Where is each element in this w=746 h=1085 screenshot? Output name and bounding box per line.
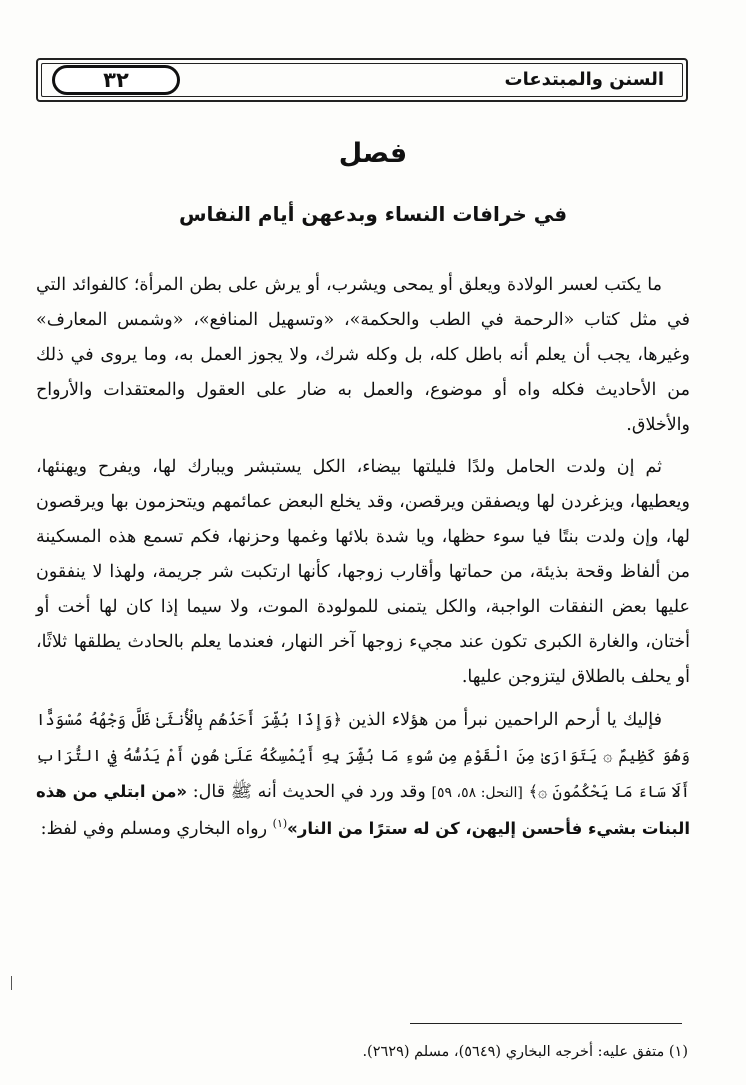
footnote-divider (410, 1023, 682, 1024)
chapter-title: فصل (338, 138, 408, 169)
paragraph-3-intro: فإليك يا أرحم الراحمين نبرأ من هؤلاء الذين (348, 710, 662, 730)
margin-mark (11, 976, 12, 990)
paragraph-1: ما يكتب لعسر الولادة ويعلق أو يمحى ويشرب، أو يرش على بطن المرأة؛ كالفوائد التي في مثل كتاب «الرحمة في الطب والحكمة»، «وتسهيل المنافع»، «وشمس المعارف» وغيرها، يجب أن يعلم أنه باطل كله، بل وكله شرك، ولا يجوز العمل به، وما يروى في ذلك من الأحاديث فكله واه أو موضوع، والعمل به ضار على العقول والمعتقدات والأرواح والأخلاق. (36, 275, 690, 435)
hadith-text: «من ابتلي من هذه البنات بشيء فأحسن إليهن، كن له سترًا من النار» (36, 782, 690, 838)
paragraph-2: ثم إن ولدت الحامل ولدًا فليلتها بيضاء، الكل يستبشر ويبارك لها، ويفرح ويهنئها، ويعطيها، ويزغردن لها ويصفقن ويرقصن، وقد يخلع البعض عمائمهم ويتحزمون بها ويرقصون لها، وإن ولدت بنتًا فيا سوء حظها، ويا شدة بلائها وغمها وحزنها، فكم تسمع هذه المسكينة من ألفاظ وقحة بذيئة، من حماتها وأقارب زوجها، كأنها ارتكبت شر جريمة، ولهذا لا ينفقون عليها بعض النفقات الواجبة، والكل يتمنى للمولودة الموت، ولا سيما إذا كان لها أخت أو أختان، والغارة الكبرى تكون عند مجيء زوجها آخر النهار، فعندما يعلم بالحادث يطلقها ثلاثًا، أو يحلف بالطلاق ليتزوجن عليها. (36, 457, 690, 687)
footnote-marker: (١) (272, 817, 288, 831)
page-number: ٣٢ (52, 65, 180, 95)
book-title: السنن والمبتدعات (504, 69, 664, 90)
verse-reference: [النحل: ٥٨، ٥٩] (431, 785, 523, 801)
paragraph-3-end: رواه البخاري ومسلم وفي لفظ: (40, 819, 268, 839)
footnote: (١) متفق عليه: أخرجه البخاري (٥٦٤٩)، مسلم (٢٦٢٩). (362, 1044, 688, 1060)
body-text (36, 268, 690, 854)
paragraph-3 (36, 702, 690, 847)
quran-verse: ﴿وَإِذَا بُشِّرَ أَحَدُهُم بِالْأُنثَىٰ ظَلَّ وَجْهُهُ مُسْوَدًّا وَهُوَ كَظِيمٌ ۞ يَتَوَارَىٰ مِنَ الْقَوْمِ مِن سُوءِ مَا بُشِّرَ بِهِ أَيُمْسِكُهُ عَلَىٰ هُونٍ أَمْ يَدُسُّهُ فِي التُّرَابِ أَلَا سَاءَ مَا يَحْكُمُونَ ۞﴾ (36, 710, 690, 801)
running-header (36, 58, 688, 102)
section-title: في خرافات النساء وبدعهن أيام النفاس (178, 202, 568, 226)
paragraph-3-middle: وقد ورد في الحديث أنه ﷺ قال: (192, 782, 426, 802)
